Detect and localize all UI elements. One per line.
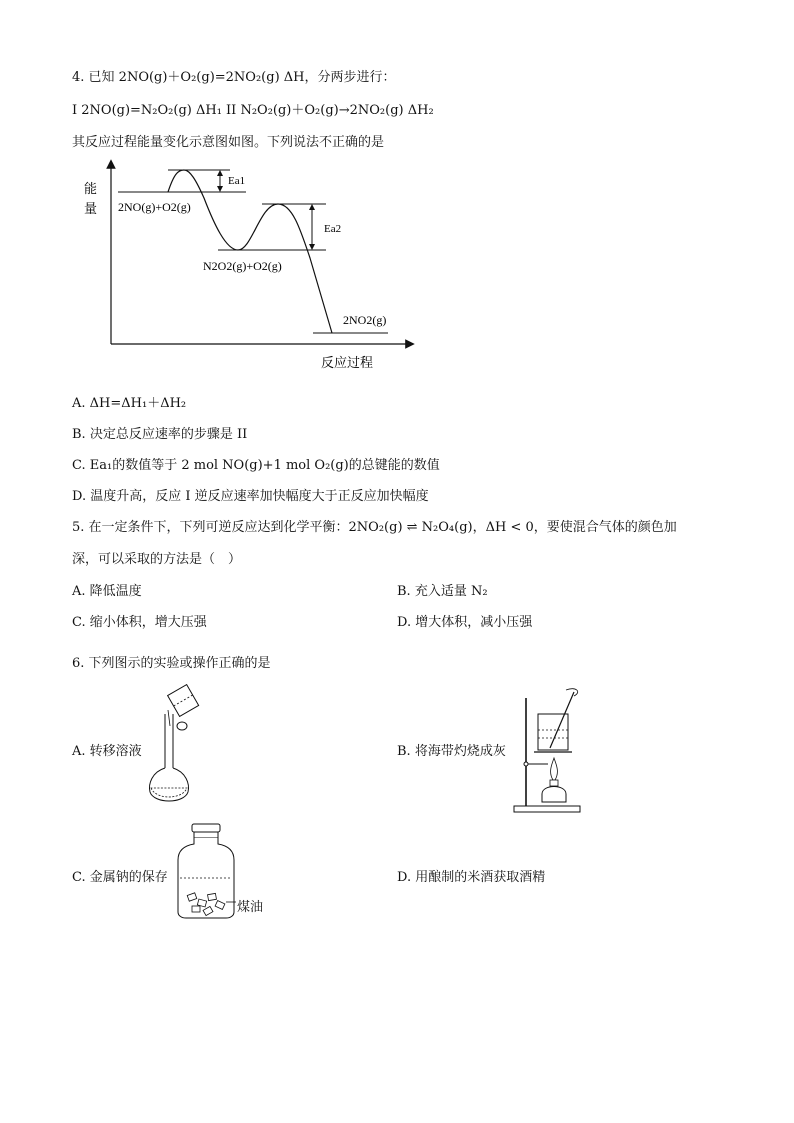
q5-option-a: A. 降低温度 <box>72 584 142 599</box>
ea2-label: Ea2 <box>324 223 342 235</box>
y-axis-label-1: 能 <box>84 181 98 196</box>
q4-stem-line1: 4. 已知 2NO(g)＋O₂(g)=2NO₂(g) ΔH，分两步进行： <box>72 70 396 85</box>
reactant-label: 2NO(g)+O2(g) <box>118 200 191 214</box>
q5-option-d: D. 增大体积，减小压强 <box>397 615 533 630</box>
kerosene-label: 煤油 <box>237 900 264 915</box>
q6-stem: 6. 下列图示的实验或操作正确的是 <box>72 656 271 671</box>
q6-option-b: B. 将海带灼烧成灰 <box>397 744 506 759</box>
y-axis-label-2: 量 <box>84 201 98 216</box>
q6-option-d: D. 用酿制的米酒获取酒精 <box>397 870 546 885</box>
burning-seaweed-illustration <box>510 684 586 814</box>
ea1-label: Ea1 <box>228 175 246 187</box>
reaction-curve <box>168 170 332 333</box>
q5-stem-line2: 深，可以采取的方法是（ ） <box>72 552 242 567</box>
q4-option-c: C. Ea₁的数值等于 2 mol NO(g)+1 mol O₂(g)的总键能的数值 <box>72 458 440 473</box>
q6-option-a: A. 转移溶液 <box>72 744 142 759</box>
intermediate-label: N2O2(g)+O2(g) <box>203 259 282 273</box>
product-label: 2NO2(g) <box>343 313 387 327</box>
q4-stem-line2: I 2NO(g)=N₂O₂(g) ΔH₁ II N₂O₂(g)＋O₂(g)→2NO₂(g) ΔH₂ <box>72 103 434 118</box>
sodium-storage-bottle-illustration <box>176 820 238 920</box>
q4-option-b: B. 决定总反应速率的步骤是 II <box>72 427 248 442</box>
x-axis-label: 反应过程 <box>321 355 374 370</box>
q4-option-d: D. 温度升高，反应 I 逆反应速率加快幅度大于正反应加快幅度 <box>72 489 429 504</box>
q4-stem-line3: 其反应过程能量变化示意图如图。下列说法不正确的是 <box>72 135 385 150</box>
q5-option-c: C. 缩小体积，增大压强 <box>72 615 207 630</box>
energy-profile-diagram <box>70 158 430 380</box>
q5-stem-line1: 5. 在一定条件下，下列可逆反应达到化学平衡：2NO₂(g) ⇌ N₂O₄(g)，ΔH < 0，要使混合气体的颜色加 <box>72 520 677 535</box>
q4-option-a: A. ΔH=ΔH₁＋ΔH₂ <box>72 396 187 411</box>
q5-option-b: B. 充入适量 N₂ <box>397 584 488 599</box>
q6-option-c: C. 金属钠的保存 <box>72 870 168 885</box>
volumetric-flask-transfer-illustration <box>146 684 204 806</box>
